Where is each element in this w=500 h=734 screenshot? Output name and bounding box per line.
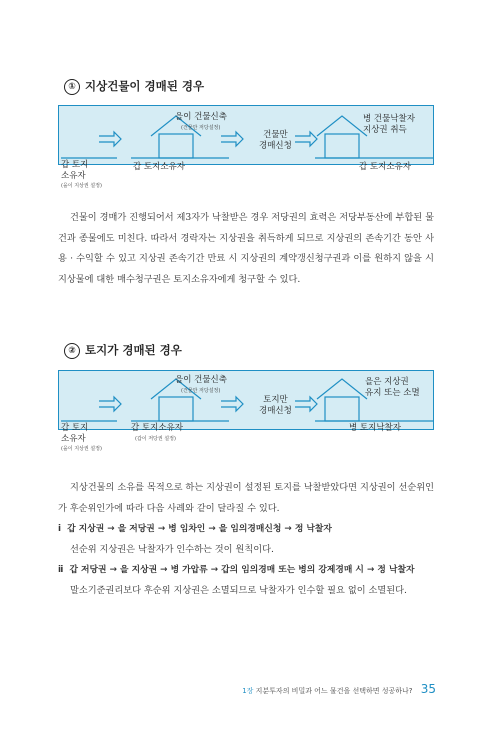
paragraph-land-auction [58, 478, 434, 601]
arrow-icon-5 [221, 397, 243, 411]
case1-line [58, 519, 434, 540]
page-number: 35 [420, 682, 436, 696]
building-note-label: (건물만 저당설정) [181, 125, 221, 131]
case2-note: 말소기준권리보다 후순위 지상권은 소멸되므로 낙찰자가 인수할 필요 없이 소멸된다. [70, 584, 407, 596]
roof-icon-2 [317, 116, 367, 136]
building-new-label: 을이 건물신축 [175, 112, 227, 122]
case2-line [58, 560, 434, 581]
paragraph2-intro: 지상건물의 소유를 목적으로 하는 지상권이 설정된 토지를 낙찰받았다면 지상권이 선순위인가 후순위인가에 따라 다음 사례와 같이 달라질 수 있다. [58, 482, 434, 514]
case1-label: ⅰ [58, 524, 62, 534]
building-note-label-2: (건물만 저당설정) [181, 388, 221, 394]
left-owner-label: 갑 토지 소유자 [61, 160, 89, 181]
case1-text: 갑 지상권 → 을 저당권 → 병 임차인 → 을 임의경매신청 → 정 낙찰자 [67, 524, 332, 534]
mid-owner-label: 갑 토지소유자 [133, 162, 185, 172]
diagram-building-auction [58, 105, 434, 189]
section1-title: 지상건물이 경매된 경우 [85, 79, 205, 93]
section2-title: 토지가 경매된 경우 [85, 343, 182, 357]
arrow-icon-1 [99, 132, 121, 146]
mid-owner-label-2: 갑 토지소유자 [131, 423, 183, 433]
building-new-label-2: 을이 건물신축 [175, 375, 227, 385]
auction-label-2: 토지만 경매신청 [259, 395, 292, 416]
page-footer [242, 682, 436, 696]
house-icon-4 [325, 397, 359, 421]
section2-number: ② [64, 343, 80, 359]
footer-title: 지분투자의 비밀과 어느 물건을 선택하면 성공하나? [255, 687, 413, 695]
right-owner-label-2: 병 토지낙찰자 [349, 423, 401, 433]
case2-label: ⅱ [58, 565, 64, 575]
arrow-icon-3 [295, 132, 317, 146]
house-icon-3 [159, 397, 193, 421]
paragraph-building-auction [58, 208, 434, 290]
section1-heading [64, 78, 204, 95]
footer-chapter: 1장 [242, 687, 254, 695]
auction-label: 건물만 경매신청 [259, 130, 292, 151]
diagram-land-auction [58, 370, 434, 452]
result-label: 병 건물낙찰자 지상권 취득 [363, 114, 415, 135]
section2-heading [64, 342, 182, 359]
paragraph1-text: 건물이 경매가 진행되어서 제3자가 낙찰받은 경우 저당권의 효력은 저당부동산에 부합된 물건과 종물에도 미친다. 따라서 경락자는 지상권을 취득하게 되므로 지상권의 존속기간 동안 사용 · 수익할 수 있고 지상권 존속기간 만료 시 지상권의 계약갱신청구권과 이를 원하지 않을 시 지상물에 대한 매수청구권은 토지소유자에게 청구할 수 있다. [58, 212, 434, 285]
arrow-icon-4 [99, 397, 121, 411]
right-owner-label: 갑 토지소유자 [359, 162, 411, 172]
case2-text: 갑 저당권 → 을 지상권 → 병 가압류 → 갑의 임의경매 또는 병의 강제경매 시 → 정 낙찰자 [69, 565, 415, 575]
arrow-icon-2 [221, 132, 243, 146]
roof-icon-4 [317, 379, 367, 399]
arrow-icon-6 [295, 397, 317, 411]
case1-note: 선순위 지상권은 낙찰자가 인수하는 것이 원칙이다. [70, 543, 274, 555]
result-label-2: 을은 지상권 유지 또는 소멸 [365, 377, 420, 398]
mid-owner-note-2: (갑이 저당권 설정) [135, 436, 176, 442]
section1-number: ① [64, 79, 80, 95]
left-owner-note-2: (을이 지상권 설정) [61, 446, 102, 452]
left-owner-label-2: 갑 토지 소유자 [61, 423, 89, 444]
left-owner-note: (을이 지상권 설정) [61, 183, 102, 189]
house-icon-2 [325, 134, 359, 158]
house-icon-1 [159, 134, 193, 158]
